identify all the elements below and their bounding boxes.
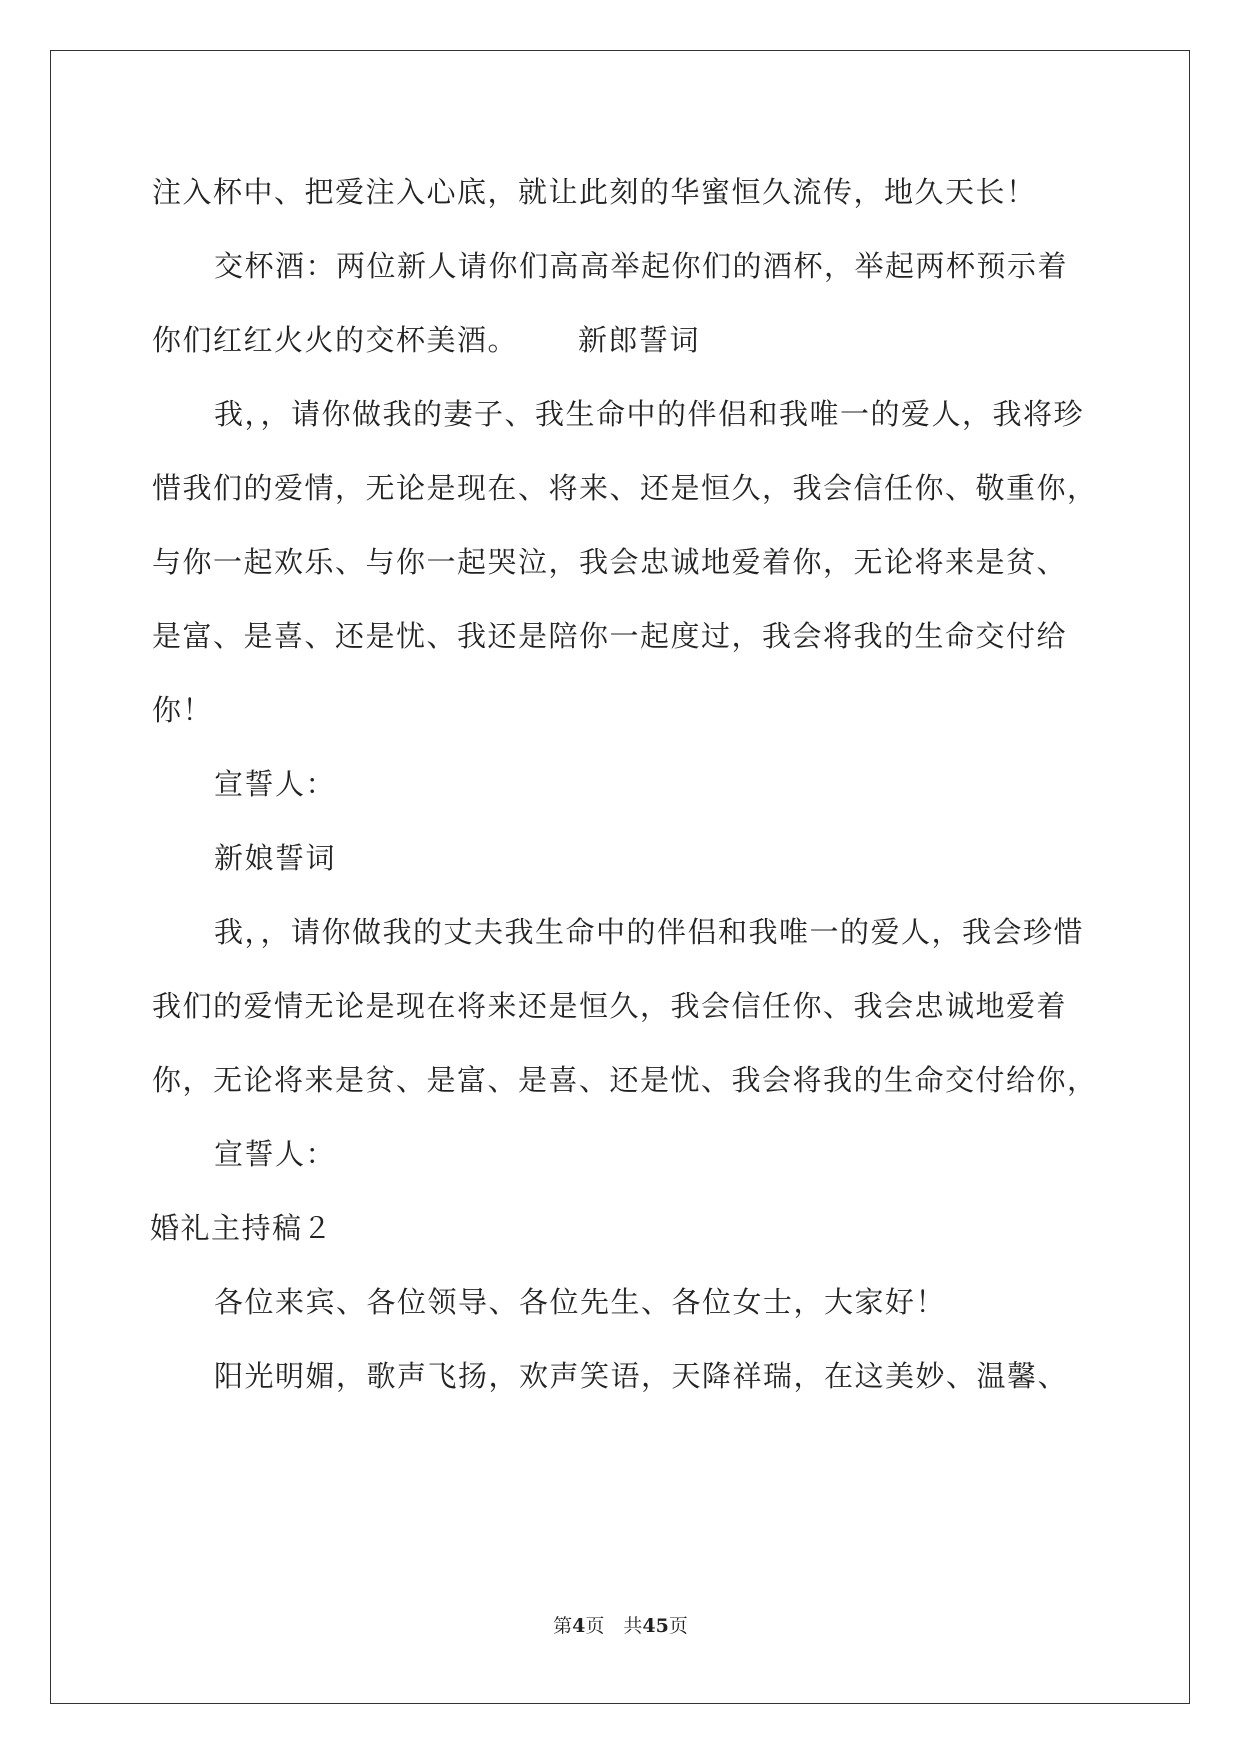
groom-vow-heading: 新郎誓词: [578, 323, 701, 357]
text-line-16: 阳光明媚，歌声飞扬，欢声笑语，天降祥瑞，在这美妙、温馨、: [214, 1359, 1069, 1393]
text-line-12: 我们的爱情无论是现在将来还是恒久，我会信任你、我会忠诚地爱着: [152, 989, 1068, 1023]
text-line-3: [152, 320, 700, 360]
total-page-number: 45: [642, 1615, 669, 1637]
text-line-4: 我，，请你做我的妻子、我生命中的伴侣和我唯一的爱人，我将珍: [214, 397, 1085, 431]
text-line-15: 各位来宾、各位领导、各位先生、各位女士，大家好！: [214, 1285, 947, 1319]
bride-vow-heading: 新娘誓词: [214, 841, 337, 875]
text-line-6: 与你一起欢乐、与你一起哭泣，我会忠诚地爱着你，无论将来是贫、: [152, 545, 1068, 579]
text-line-7: 是富、是喜、还是忧、我还是陪你一起度过，我会将我的生命交付给: [152, 619, 1068, 653]
page-footer: [0, 1613, 1241, 1639]
oath-taker-label-1: 宣誓人：: [214, 767, 337, 801]
oath-taker-label-2: 宣誓人：: [214, 1137, 337, 1171]
footer-suffix: 页: [668, 1615, 688, 1637]
current-page-number: 4: [572, 1615, 586, 1637]
text-line-11: 我，，请你做我的丈夫我生命中的伴侣和我唯一的爱人，我会珍惜: [214, 915, 1085, 949]
section-heading: 婚礼主持稿２: [150, 1211, 334, 1245]
text-line-3-part-a: 你们红红火火的交杯美酒。: [152, 323, 519, 357]
text-line-13: 你，无论将来是贫、是富、是喜、还是忧、我会将我的生命交付给你，: [152, 1063, 1098, 1097]
footer-prefix: 第: [553, 1615, 573, 1637]
footer-mid: 页 共: [585, 1615, 643, 1637]
text-line-8: 你！: [152, 693, 214, 727]
text-line-1: 注入杯中、把爱注入心底，就让此刻的华蜜恒久流传，地久天长！: [152, 175, 1037, 209]
text-line-2: 交杯酒：两位新人请你们高高举起你们的酒杯，举起两杯预示着: [214, 249, 1069, 283]
text-line-5: 惜我们的爱情，无论是现在、将来、还是恒久，我会信任你、敬重你，: [152, 471, 1098, 505]
